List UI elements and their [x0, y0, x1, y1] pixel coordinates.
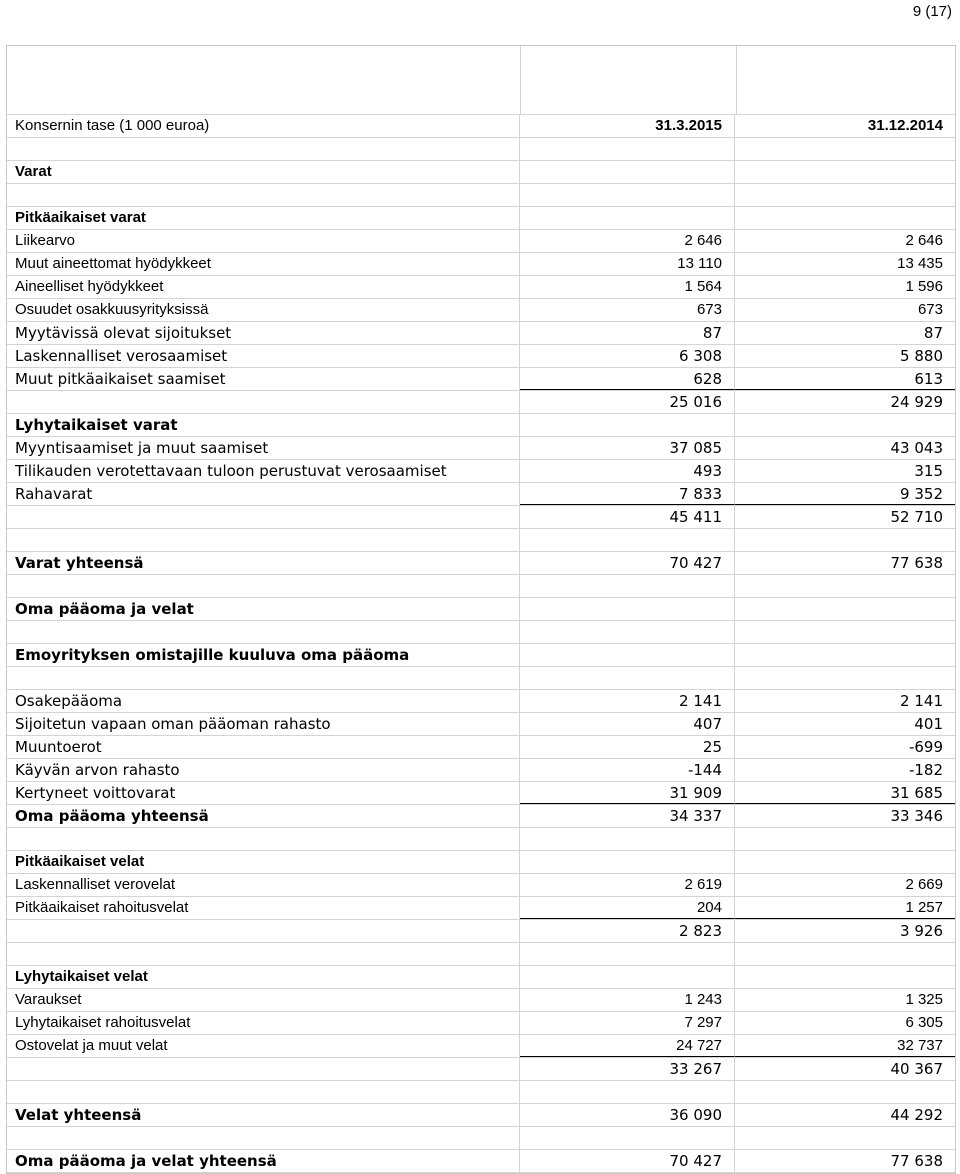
table-header-row	[7, 115, 955, 138]
value-31-12-2014	[735, 1081, 955, 1103]
value-31-12-2014: 673	[917, 301, 943, 318]
row-label: Ostovelat ja muut velat	[7, 1035, 520, 1057]
page-number: 9 (17)	[912, 3, 952, 20]
table-body	[7, 161, 955, 1173]
column-header-31-3-2015: 31.3.2015	[520, 115, 735, 137]
section-heading-row	[7, 207, 955, 230]
value-31-12-2014: 33 346	[890, 807, 943, 825]
row-label: Varat	[7, 161, 520, 183]
value-31-12-2014	[735, 207, 955, 229]
value-31-3-2015: 1 564	[520, 276, 735, 298]
value-31-12-2014: 2 141	[900, 692, 943, 710]
row-label	[7, 920, 520, 942]
value-31-3-2015	[520, 529, 735, 551]
value-31-3-2015: 70 427	[520, 1150, 735, 1172]
value-31-12-2014: 40 367	[890, 1060, 943, 1078]
value-31-12-2014: 613	[735, 368, 955, 390]
value-31-12-2014: 3 926	[900, 922, 943, 940]
table-row	[7, 1104, 955, 1127]
value-31-12-2014: 31 685	[735, 782, 955, 804]
table-row	[7, 276, 955, 299]
value-31-12-2014	[735, 621, 955, 643]
blank-row	[7, 828, 955, 851]
value-31-12-2014	[735, 1127, 955, 1149]
row-label	[7, 391, 520, 413]
table-row	[7, 690, 955, 713]
row-label	[7, 529, 520, 551]
value-31-3-2015: -144	[520, 759, 735, 781]
value-31-12-2014: -182	[908, 761, 943, 779]
value-31-12-2014	[735, 414, 955, 436]
row-label: Laskennalliset verosaamiset	[7, 345, 520, 367]
value-31-3-2015: 2 823	[520, 920, 735, 942]
table-row	[7, 299, 955, 322]
value-31-12-2014: 2 646	[905, 232, 943, 249]
value-31-12-2014	[735, 644, 955, 666]
value-31-3-2015: 2 646	[520, 230, 735, 252]
value-31-3-2015: 2 141	[520, 690, 735, 712]
table-row	[7, 460, 955, 483]
value-31-12-2014: 401	[914, 715, 943, 733]
row-label: Velat yhteensä	[7, 1104, 520, 1126]
row-label	[7, 828, 520, 850]
row-label: Varat yhteensä	[7, 552, 520, 574]
value-31-3-2015: 34 337	[520, 805, 735, 827]
table-row	[7, 897, 955, 920]
row-label	[7, 184, 520, 206]
row-label: Lyhytaikaiset velat	[7, 966, 520, 988]
value-31-12-2014: 2 669	[905, 876, 943, 893]
value-31-3-2015: 33 267	[520, 1058, 735, 1080]
table-row	[7, 368, 955, 391]
value-31-12-2014	[735, 575, 955, 597]
row-label: Osuudet osakkuusyrityksissä	[7, 299, 520, 321]
value-31-12-2014: 32 737	[735, 1035, 955, 1057]
value-31-3-2015	[520, 621, 735, 643]
table-row	[7, 391, 955, 414]
value-31-12-2014: 6 305	[905, 1014, 943, 1031]
table-row	[7, 322, 955, 345]
row-label	[7, 575, 520, 597]
value-31-3-2015: 24 727	[520, 1035, 735, 1057]
value-31-12-2014: 13 435	[897, 255, 943, 272]
blank-row	[7, 575, 955, 598]
section-heading-row	[7, 161, 955, 184]
table-row	[7, 552, 955, 575]
value-31-3-2015	[520, 1127, 735, 1149]
value-31-12-2014: 24 929	[890, 393, 943, 411]
row-label: Aineelliset hyödykkeet	[7, 276, 520, 298]
value-31-12-2014	[735, 667, 955, 689]
value-31-3-2015	[520, 598, 735, 620]
column-header-31-12-2014: 31.12.2014	[867, 117, 943, 134]
value-31-3-2015: 70 427	[520, 552, 735, 574]
row-label: Tilikauden verotettavaan tuloon perustuvat verosaamiset	[7, 460, 520, 482]
table-row	[7, 506, 955, 529]
value-31-12-2014: 5 880	[900, 347, 943, 365]
blank-row	[7, 529, 955, 552]
value-31-12-2014	[735, 184, 955, 206]
row-label	[7, 506, 520, 528]
value-31-3-2015: 25	[520, 736, 735, 758]
value-31-3-2015: 1 243	[520, 989, 735, 1011]
value-31-3-2015	[520, 851, 735, 873]
row-label: Muut aineettomat hyödykkeet	[7, 253, 520, 275]
value-31-12-2014	[735, 598, 955, 620]
row-label: Muut pitkäaikaiset saamiset	[7, 368, 520, 390]
value-31-3-2015	[520, 966, 735, 988]
table-row	[7, 483, 955, 506]
row-label: Myytävissä olevat sijoitukset	[7, 322, 520, 344]
row-label: Pitkäaikaiset varat	[7, 207, 520, 229]
section-heading-row	[7, 598, 955, 621]
value-31-3-2015: 6 308	[520, 345, 735, 367]
section-heading-row	[7, 966, 955, 989]
value-31-3-2015: 7 833	[520, 483, 735, 505]
value-31-3-2015: 204	[520, 897, 735, 919]
row-label: Sijoitetun vapaan oman pääoman rahasto	[7, 713, 520, 735]
value-31-3-2015	[520, 161, 735, 183]
blank-row	[7, 621, 955, 644]
value-31-12-2014: 1 596	[905, 278, 943, 295]
value-31-12-2014	[735, 943, 955, 965]
row-label	[7, 1127, 520, 1149]
table-row	[7, 138, 955, 161]
row-label: Emoyrityksen omistajille kuuluva oma pääoma	[7, 644, 520, 666]
value-31-3-2015: 25 016	[520, 391, 735, 413]
value-31-12-2014: 9 352	[735, 483, 955, 505]
value-31-3-2015	[520, 1081, 735, 1103]
balance-sheet-table	[6, 45, 956, 1174]
table-row	[7, 1012, 955, 1035]
value-31-3-2015	[520, 184, 735, 206]
blank-row	[7, 1081, 955, 1104]
value-31-3-2015: 45 411	[520, 506, 735, 528]
row-label: Pitkäaikaiset velat	[7, 851, 520, 873]
value-31-3-2015: 673	[520, 299, 735, 321]
value-31-3-2015: 2 619	[520, 874, 735, 896]
row-label: Kertyneet voittovarat	[7, 782, 520, 804]
blank-row	[7, 1127, 955, 1150]
row-label	[7, 621, 520, 643]
value-31-12-2014	[735, 966, 955, 988]
value-31-12-2014: 52 710	[890, 508, 943, 526]
value-31-3-2015: 87	[520, 322, 735, 344]
section-heading-row	[7, 414, 955, 437]
row-label: Oma pääoma ja velat	[7, 598, 520, 620]
value-31-12-2014: 1 257	[735, 897, 955, 919]
blank-row	[7, 943, 955, 966]
table-row	[7, 1150, 955, 1173]
value-31-3-2015: 7 297	[520, 1012, 735, 1034]
row-label: Varaukset	[7, 989, 520, 1011]
value-31-3-2015: 628	[520, 368, 735, 390]
row-label	[7, 667, 520, 689]
value-31-12-2014: 77 638	[890, 1152, 943, 1170]
table-row	[7, 437, 955, 460]
value-31-3-2015	[520, 943, 735, 965]
value-31-3-2015: 31 909	[520, 782, 735, 804]
table-row	[7, 345, 955, 368]
value-31-3-2015	[520, 828, 735, 850]
value-31-12-2014: 315	[914, 462, 943, 480]
row-label: Oma pääoma ja velat yhteensä	[7, 1150, 520, 1172]
table-row	[7, 713, 955, 736]
value-31-12-2014	[735, 851, 955, 873]
section-heading-row	[7, 644, 955, 667]
blank-row	[7, 184, 955, 207]
table-row	[7, 920, 955, 943]
value-31-3-2015: 13 110	[520, 253, 735, 275]
value-31-3-2015	[520, 644, 735, 666]
value-31-3-2015	[520, 575, 735, 597]
table-row	[7, 989, 955, 1012]
row-label: Oma pääoma yhteensä	[7, 805, 520, 827]
value-31-3-2015: 37 085	[520, 437, 735, 459]
row-label: Käyvän arvon rahasto	[7, 759, 520, 781]
value-31-12-2014: 87	[923, 324, 943, 342]
value-31-3-2015: 407	[520, 713, 735, 735]
table-row	[7, 759, 955, 782]
row-label: Lyhytaikaiset varat	[7, 414, 520, 436]
value-31-3-2015	[520, 414, 735, 436]
value-31-12-2014: -699	[908, 738, 943, 756]
value-31-12-2014: 44 292	[890, 1106, 943, 1124]
value-31-12-2014: 1 325	[905, 991, 943, 1008]
section-heading-row	[7, 851, 955, 874]
row-label: Myyntisaamiset ja muut saamiset	[7, 437, 520, 459]
value-31-12-2014	[735, 161, 955, 183]
table-top-spacer	[7, 46, 955, 115]
value-31-12-2014	[735, 529, 955, 551]
value-31-12-2014: 77 638	[890, 554, 943, 572]
blank-row	[7, 667, 955, 690]
value-31-3-2015	[520, 667, 735, 689]
value-31-12-2014: 43 043	[890, 439, 943, 457]
table-row	[7, 253, 955, 276]
value-31-3-2015: 36 090	[520, 1104, 735, 1126]
row-label	[7, 1058, 520, 1080]
table-title: Konsernin tase (1 000 euroa)	[7, 115, 520, 137]
row-label: Osakepääoma	[7, 690, 520, 712]
table-row	[7, 736, 955, 759]
row-label: Lyhytaikaiset rahoitusvelat	[7, 1012, 520, 1034]
row-label: Laskennalliset verovelat	[7, 874, 520, 896]
table-row	[7, 874, 955, 897]
value-31-3-2015: 493	[520, 460, 735, 482]
row-label: Rahavarat	[7, 483, 520, 505]
table-row	[7, 1058, 955, 1081]
row-label: Muuntoerot	[7, 736, 520, 758]
row-label: Liikearvo	[7, 230, 520, 252]
row-label	[7, 1081, 520, 1103]
table-row	[7, 230, 955, 253]
row-label	[7, 943, 520, 965]
table-row	[7, 1035, 955, 1058]
table-row	[7, 805, 955, 828]
row-label: Pitkäaikaiset rahoitusvelat	[7, 897, 520, 919]
value-31-12-2014	[735, 828, 955, 850]
value-31-3-2015	[520, 207, 735, 229]
table-row	[7, 782, 955, 805]
